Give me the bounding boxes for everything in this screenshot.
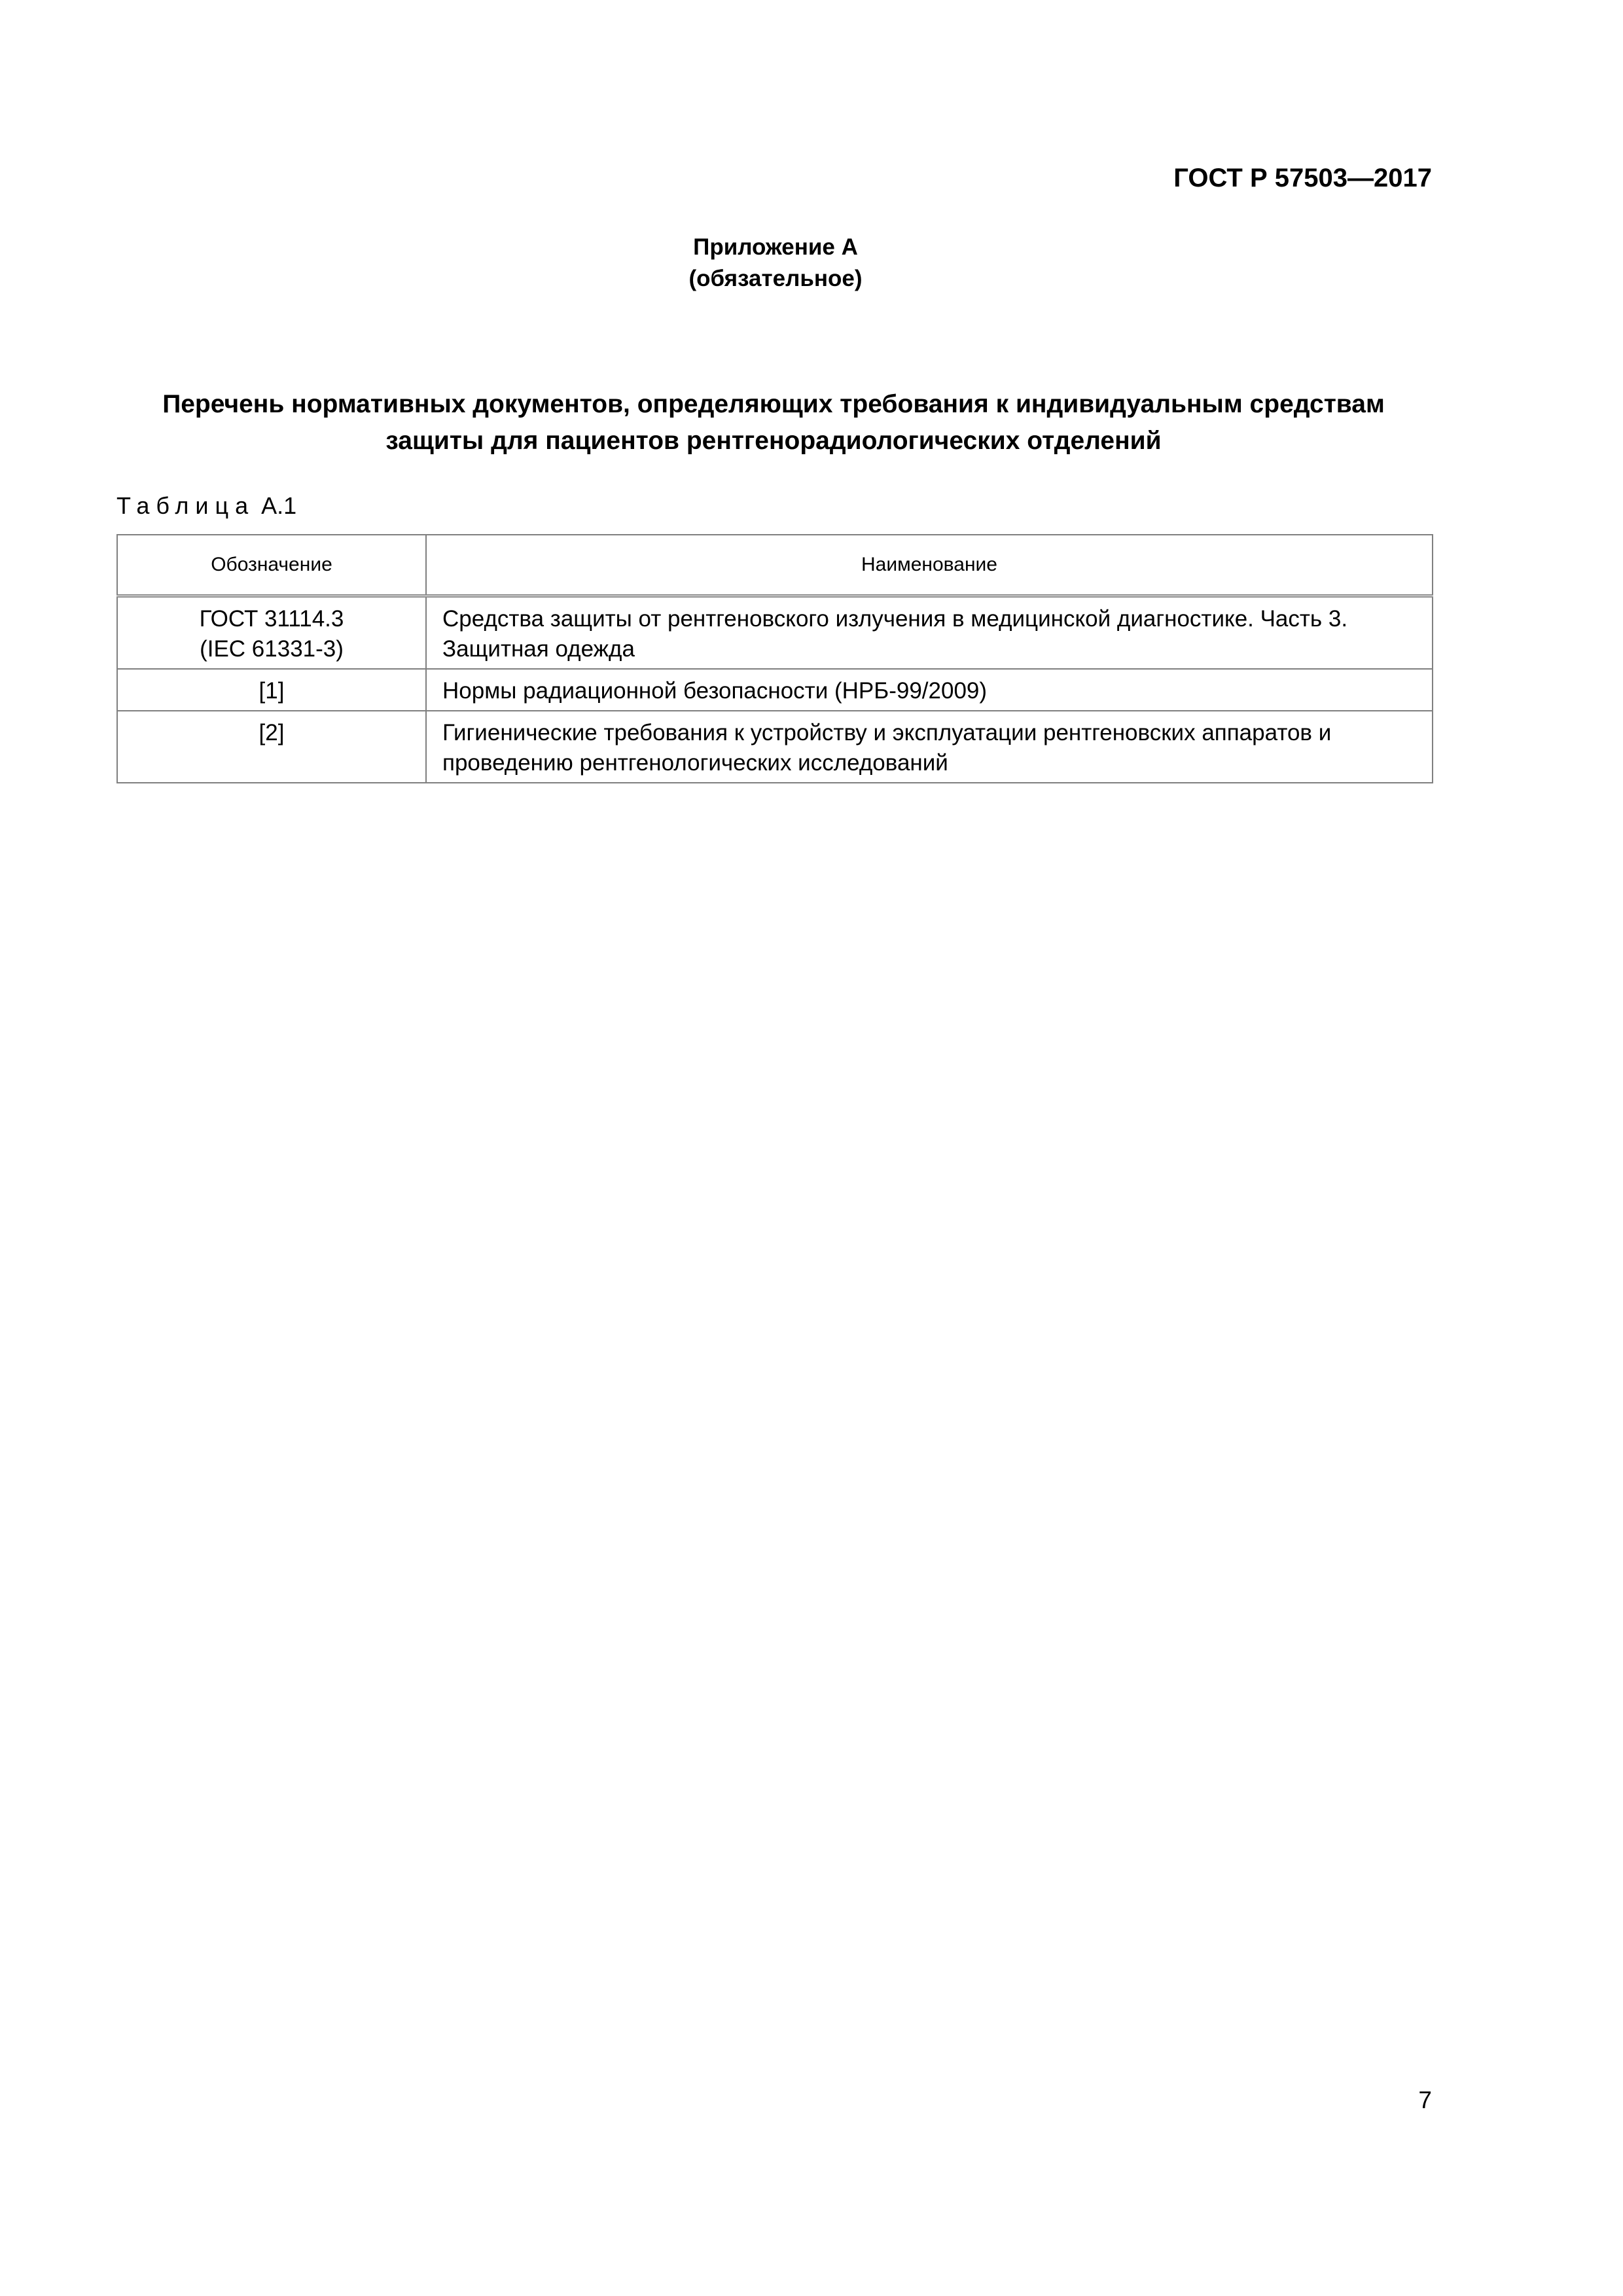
designation-line: ГОСТ 31114.3 <box>199 606 344 632</box>
table-row <box>117 596 1433 670</box>
name-line: Защитная одежда <box>442 636 635 662</box>
page-number: 7 <box>1418 2087 1432 2113</box>
normative-documents-table <box>116 534 1433 783</box>
section-title-line: защиты для пациентов рентгенорадиологических отделений <box>385 427 1162 455</box>
name-line: Гигиенические требования к устройству и эксплуатации рентгеновских аппаратов и <box>442 720 1332 745</box>
designation-line: (IEC 61331-3) <box>200 636 344 662</box>
cell-name <box>426 669 1433 711</box>
section-title-line: Перечень нормативных документов, определяющих требования к индивидуальным средствам <box>162 390 1385 418</box>
section-title <box>115 386 1432 459</box>
name-line: проведению рентгенологических исследований <box>442 750 948 776</box>
table-row <box>117 711 1433 783</box>
name-line: Средства защиты от рентгеновского излучения в медицинской диагностике. Часть 3. <box>442 606 1348 632</box>
column-header-name: Наименование <box>426 535 1433 596</box>
cell-name <box>426 596 1433 670</box>
cell-designation <box>117 669 426 711</box>
document-code: ГОСТ Р 57503—2017 <box>1173 164 1432 192</box>
cell-designation <box>117 596 426 670</box>
column-header-designation: Обозначение <box>117 535 426 596</box>
designation-line: [2] <box>259 720 285 745</box>
appendix-status: (обязательное) <box>688 266 863 291</box>
appendix-title: Приложение А <box>693 234 858 260</box>
table-row <box>117 669 1433 711</box>
designation-line: [1] <box>259 678 285 704</box>
cell-designation <box>117 711 426 783</box>
table-caption <box>116 490 296 522</box>
table-header-row <box>117 535 1433 596</box>
cell-name <box>426 711 1433 783</box>
table-caption-label: Таблица <box>116 492 255 519</box>
table-caption-number: А.1 <box>261 492 297 519</box>
name-line: Нормы радиационной безопасности (НРБ-99/2009) <box>442 678 988 704</box>
appendix-heading <box>0 232 1551 295</box>
